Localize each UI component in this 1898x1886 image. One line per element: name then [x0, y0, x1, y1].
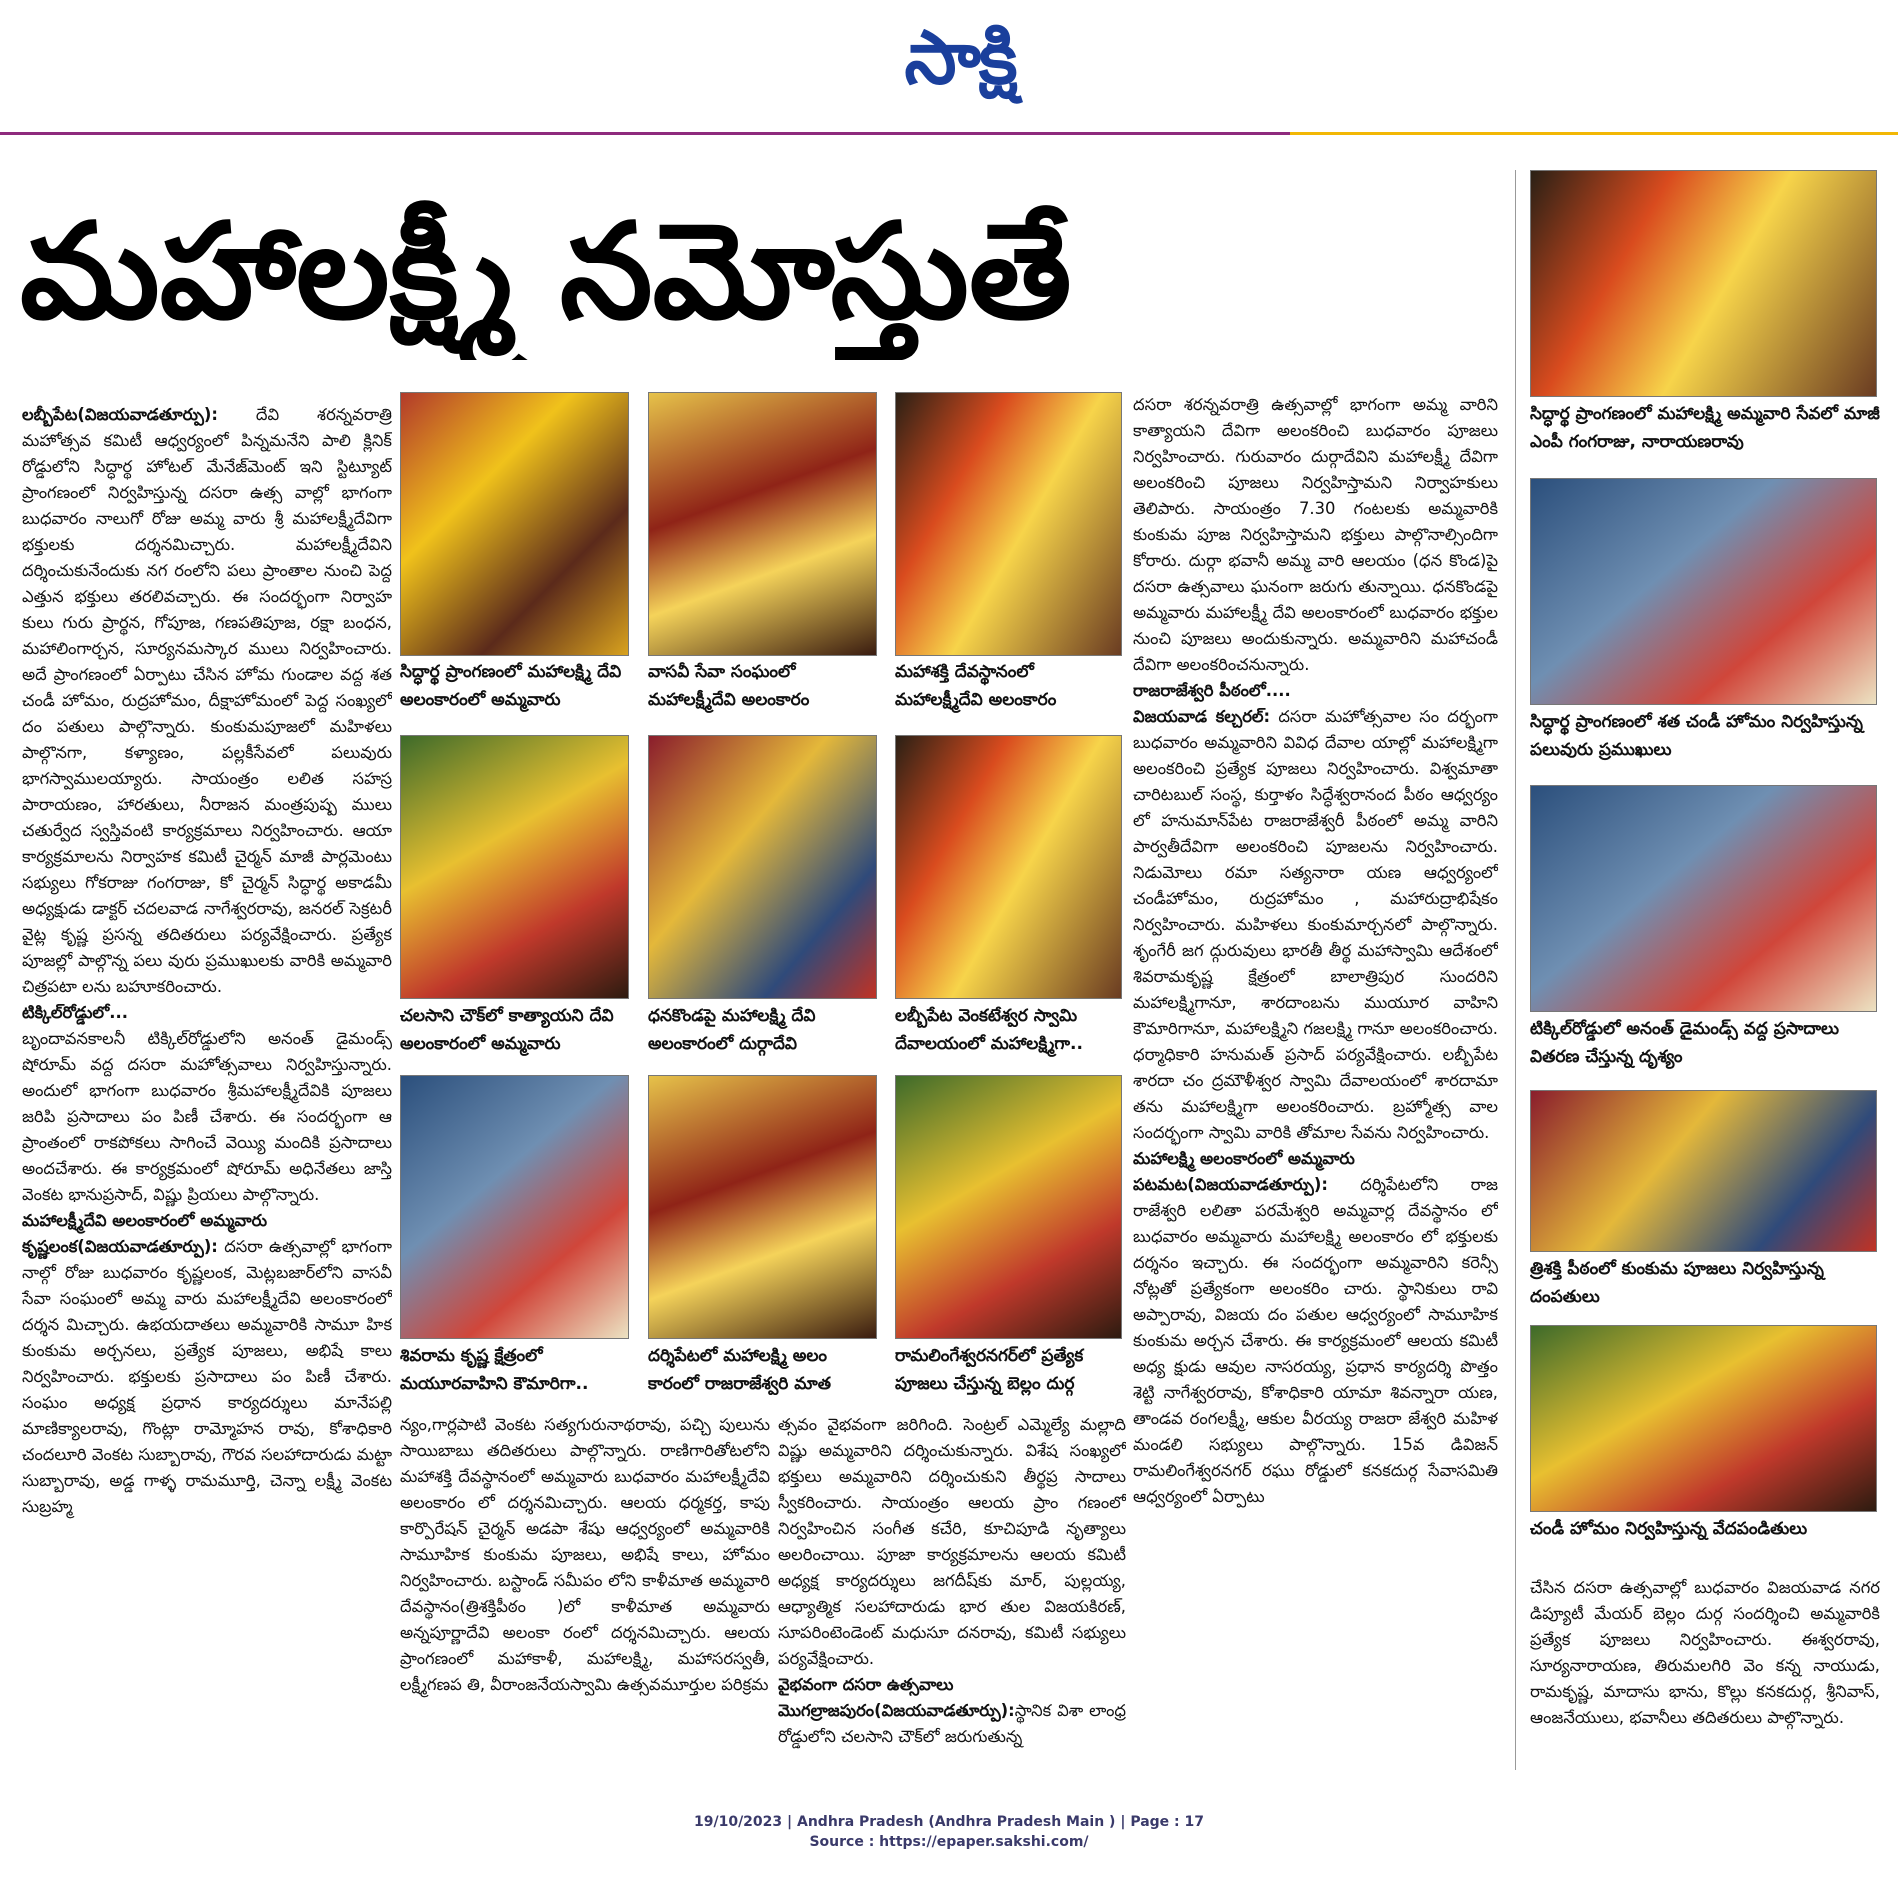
subheading: వైభవంగా దసరా ఉత్సవాలు: [778, 1675, 954, 1694]
photo-homam: [1530, 478, 1877, 705]
photo-caption: టిక్కిల్‌రోడ్డులో అనంత్ డైమండ్స్ వద్ద ప్రసాదాలు వితరణ చేస్తున్న దృశ్యం: [1530, 1019, 1839, 1067]
photo-caption: చండీ హోమం నిర్వహిస్తున్న వేదపండితులు: [1530, 1519, 1808, 1539]
sakshi-logo[interactable]: సాక్షి: [904, 15, 1016, 101]
photo-caption: సిద్ధార్థ ప్రాంగణంలో శత చండీ హోమం నిర్వహిస్తున్న పలువురు ప్రముఖులు: [1530, 712, 1863, 760]
dateline: విజయవాడ కల్చరల్:: [1133, 707, 1271, 726]
column-4: [1133, 392, 1498, 1767]
article-text: న్యం,గార్లపాటి వెంకట సత్యగురునాథరావు, పచ్చి పులును సాయిబాబు తదితరులు పాల్గొన్నారు. రాణిగారితోటలోని మహాశక్తి దేవస్థానంలో అమ్మవారు బుధవారం మహాలక్ష్మీదేవి అలంకారం లో దర్శనమిచ్చారు. ఆలయ ధర్మకర్త, కాపు కార్పొరేషన్ చైర్మన్ అడపా శేషు ఆధ్వర్యంలో అమ్మవారికి సామూహిక కుంకుమ పూజలు, అభిషే కాలు, హోమం నిర్వహించారు. బస్టాండ్ సమీపం లోని కాళీమాత అమ్మవారి దేవస్థానం(త్రిశక్తిపీఠం )లో కాళీమాత అమ్మవారు అన్నపూర్ణాదేవి అలంకా రంలో దర్శనమిచ్చారు. ఆలయ ప్రాంగణంలో మహాకాళీ, మహాలక్ష్మి, మహాసరస్వతీ, లక్ష్మీగణప తి, వీరాంజనేయస్వామి ఉత్సవమూర్తుల పరిక్రమ: [400, 1415, 770, 1694]
article-text: త్సవం వైభవంగా జరిగింది. సెంట్రల్ ఎమ్మెల్యే మల్లాది విష్ణు అమ్మవారిని దర్శించుకున్నారు. విశేష సంఖ్యలో భక్తులు అమ్మవారిని దర్శించుకుని తీర్థప్ర సాదాలు స్వీకరించారు. సాయంత్రం ఆలయ ప్రాం గణంలో నిర్వహించిన సంగీత కచేరి, కూచిపూడి నృత్యాలు అలరించాయి. పూజా కార్యక్రమాలను ఆలయ కమిటీ అధ్యక్ష కార్యదర్శులు జగదీష్‌కు మార్, పుల్లయ్య, ఆధ్యాత్మిక సలహాదారుడు భార తుల విజయకిరణ్, సూపరింటెండెంట్ మధుసూ దనరావు, కమిటీ సభ్యులు పర్యవేక్షించారు.: [778, 1415, 1126, 1668]
photo-goddess: [895, 735, 1122, 999]
photo-goddess: [895, 392, 1122, 656]
right-column-text: [1530, 1575, 1880, 1775]
photo-goddess: [648, 1075, 877, 1339]
photo-caption: సిద్ధార్థ ప్రాంగణంలో మహాలక్ష్మి అమ్మవారి సేవలో మాజీ ఎంపీ గంగరాజు, నారాయణరావు: [1530, 404, 1880, 452]
footer: [0, 1812, 1898, 1852]
column-1: [22, 402, 392, 1767]
photo-goddess: [400, 735, 629, 999]
photo-goddess: [400, 1075, 629, 1339]
photo-goddess: [400, 392, 629, 656]
photo-caption: సిద్ధార్థ ప్రాంగణంలో మహాలక్ష్మి దేవి అలంకారంలో అమ్మవారు: [400, 662, 622, 710]
subheading: టిక్కిల్‌రోడ్డులో...: [22, 1003, 128, 1022]
subheading: రాజరాజేశ్వరి పీఠంలో....: [1133, 681, 1291, 700]
dateline: కృష్ణలంక(విజయవాడతూర్పు):: [22, 1237, 218, 1256]
photo-goddess: [648, 735, 877, 999]
dateline: పటమట(విజయవాడతూర్పు):: [1133, 1175, 1328, 1194]
footer-date-page: 19/10/2023 | Andhra Pradesh (Andhra Pradesh Main ) | Page : 17: [693, 1814, 1204, 1830]
column-divider: [1515, 170, 1516, 1770]
column-2-continued: [400, 1412, 770, 1772]
photo-caption: చలసాని చౌక్‌లో కాత్యాయని దేవి అలంకారంలో అమ్మవారు: [400, 1006, 614, 1054]
photo-kumkuma-puja: [1530, 1090, 1877, 1252]
dateline: లబ్బీపేట(విజయవాడతూర్పు):: [22, 405, 218, 424]
article-text: స్థానిక విశా లాంధ్ర రోడ్డులోని చలసాని చౌక్‌లో జరుగుతున్న: [778, 1701, 1126, 1746]
photo-puja: [1530, 170, 1877, 397]
photo-prasadam: [1530, 785, 1877, 1012]
photo-caption: మహాశక్తి దేవస్థానంలో మహాలక్ష్మీదేవి అలంకారం: [895, 662, 1057, 710]
photo-caption: లబ్బీపేట వెంకటేశ్వర స్వామి దేవాలయంలో మహాలక్ష్మిగా..: [895, 1006, 1083, 1054]
photo-chandi-homam: [1530, 1325, 1877, 1512]
subheading: మహాలక్ష్మీదేవి అలంకారంలో అమ్మవారు: [22, 1211, 267, 1230]
article-text: బృందావనకాలనీ టిక్కిల్‌రోడ్డులోని అనంత్ డైమండ్స్ షోరూమ్ వద్ద దసరా మహోత్సవాలు నిర్వహిస్తున్నారు. అందులో భాగంగా బుధవారం శ్రీమహాలక్ష్మీదేవికి పూజలు జరిపి ప్రసాదాలు పం పిణీ చేశారు. ఈ సందర్భంగా ఆ ప్రాంతంలో రాకపోకలు సాగించే వెయ్యి మందికి ప్రసాదాలు అందచేశారు. ఈ కార్యక్రమంలో షోరూమ్ అధినేతలు జాస్తి వెంకట భానుప్రసాద్, విష్ణు ప్రియలు పాల్గొన్నారు.: [22, 1029, 392, 1204]
headline: మహాలక్ష్మీ నమోస్తుతే: [20, 195, 1072, 349]
article-text: చేసిన దసరా ఉత్సవాల్లో బుధవారం విజయవాడ నగర డిప్యూటీ మేయర్ బెల్లం దుర్గ సందర్శించి అమ్మవారికి ప్రత్యేక పూజలు నిర్వహించారు. ఈశ్వరరావు, సూర్యనారాయణ, తిరుమలగిరి వెం కన్న నాయుడు, రామకృష్ణ, మాదాసు భాను, కొల్లు కనకదుర్గ, శ్రీనివాస్, ఆంజనేయులు, భవానీలు తదితరులు పాల్గొన్నారు.: [1530, 1578, 1880, 1727]
header-rule-yellow: [1290, 132, 1898, 135]
dateline: మొగల్రాజపురం(విజయవాడతూర్పు):: [778, 1701, 1015, 1720]
column-3-continued: [778, 1412, 1126, 1772]
article-text: దసరా ఉత్సవాల్లో భాగంగా నాల్గో రోజు బుధవారం కృష్ణలంక, మెట్లబజార్‌లోని వాసవీ సేవా సంఘంలో అమ్మ వారు మహాలక్ష్మీదేవి అలంకారంలో దర్శన మిచ్చారు. ఉభయదాతలు అమ్మవారికి సామూ హిక కుంకుమ అర్చనలు, ప్రత్యేక పూజలు, అభిషే కాలు నిర్వహించారు. భక్తులకు ప్రసాదాలు పం పిణీ చేశారు. సంఘం అధ్యక్ష ప్రధాన కార్యదర్శులు మానేపల్లి మాణిక్యాలరావు, గొంట్లా రామ్మోహన రావు, కోశాధికారి చందలూరి వెంకట సుబ్బారావు, గౌరవ సలహాదారుడు మట్టా సుబ్బారావు, అడ్డ గాళ్ళ రామమూర్తి, చెన్నా లక్ష్మీ వెంకట సుబ్రహ్మ: [22, 1237, 392, 1516]
photo-goddess: [895, 1075, 1122, 1339]
photo-caption: త్రిశక్తి పీఠంలో కుంకుమ పూజలు నిర్వహిస్తున్న దంపతులు: [1530, 1259, 1824, 1307]
header-rule-purple: [0, 132, 1290, 135]
photo-caption: శివరామ కృష్ణ క్షేత్రంలో మయూరవాహిని కౌమారిగా..: [400, 1346, 589, 1394]
article-text: దసరా శరన్నవరాత్రి ఉత్సవాల్లో భాగంగా అమ్మ వారిని కాత్యాయని దేవిగా అలంకరించి బుధవారం పూజలు నిర్వహించారు. గురువారం దుర్గాదేవిని మహాలక్ష్మీ దేవిగా అలంకరించి పూజలు నిర్వహిస్తామని నిర్వాహకులు తెలిపారు. సాయంత్రం 7.30 గంటలకు అమ్మవారికి కుంకుమ పూజ నిర్వహిస్తామని భక్తులు పాల్గొనాల్సిందిగా కోరారు. దుర్గా భవానీ అమ్మ వారి ఆలయం (ధన కొండ)పై దసరా ఉత్సవాలు ఘనంగా జరుగు తున్నాయి. ధనకొండపై అమ్మవారు మహాలక్ష్మీ దేవి అలంకారంలో బుధవారం భక్తుల నుంచి పూజలు అందుకున్నారు. అమ్మవారిని మహాచండీ దేవిగా అలంకరించనున్నారు.: [1133, 395, 1498, 674]
photo-caption: ధనకొండపై మహాలక్ష్మి దేవి అలంకారంలో దుర్గాదేవి: [648, 1006, 816, 1054]
article-text: దసరా మహోత్సవాల సం దర్భంగా బుధవారం అమ్మవారిని వివిధ దేవాల యాల్లో మహాలక్ష్మిగా అలంకరించి ప్రత్యేక పూజలు నిర్వహించారు. విశ్వమాతా చారిటబుల్ సంస్థ, కుర్తాళం సిద్ధేశ్వరానంద పీఠం ఆధ్వర్యం లో హనుమాన్‌పేట రాజరాజేశ్వరీ పీఠంలో అమ్మ వారిని పార్వతీదేవిగా అలంకరించి పూజలను నిర్వహించారు. నిడుమోలు రమా సత్యనారా యణ ఆధ్వర్యంలో చండీహోమం, రుద్రహోమం , మహారుద్రాభిషేకం నిర్వహించారు. మహిళలు కుంకుమార్చనలో పాల్గొన్నారు. శృంగేరీ జగ ద్గురువులు భారతీ తీర్థ మహాస్వామి ఆదేశంలో శివరామకృష్ణ క్షేత్రంలో బాలాత్రిపుర సుందరిని మహాలక్ష్మిగానూ, శారదాంబను ముయూర వాహిని కౌమారిగానూ, మహాలక్ష్మిని గజలక్ష్మి గానూ అలంకరించారు. ధర్మాధికారి హనుమత్ ప్రసాద్ పర్యవేక్షించారు. లబ్బీపేట శారదా చం ద్రమౌళీశ్వర స్వామి దేవాలయంలో శారదామా తను మహాలక్ష్మిగా అలంకరించారు. బ్రహ్మోత్స వాల సందర్భంగా స్వామి వారికి తోమాల సేవను నిర్వహించారు.: [1133, 707, 1498, 1142]
photo-caption: దర్శిపేటలో మహాలక్ష్మి అలం కారంలో రాజరాజేశ్వరి మాత: [648, 1346, 831, 1394]
footer-source-link[interactable]: Source : https://epaper.sakshi.com/: [809, 1834, 1089, 1850]
article-text: దేవి శరన్నవరాత్రి మహోత్సవ కమిటీ ఆధ్వర్యంలో పిన్నమనేని పాలి క్లినిక్ రోడ్డులోని సిద్ధార్థ హోటల్ మేనేజ్‌మెంట్ ఇని స్టిట్యూట్ ప్రాంగణంలో నిర్వహిస్తున్న దసరా ఉత్స వాల్లో భాగంగా బుధవారం నాలుగో రోజు అమ్మ వారు శ్రీ మహాలక్ష్మీదేవిగా భక్తులకు దర్శనమిచ్చారు. మహాలక్ష్మీదేవిని దర్శించుకునేందుకు నగ రంలోని పలు ప్రాంతాల నుంచి పెద్ద ఎత్తున భక్తులు తరలివచ్చారు. ఈ సందర్భంగా నిర్వాహ కులు గురు ప్రార్థన, గోపూజ, గణపతిపూజ, రక్షా బంధన, మహాలింగార్చన, సూర్యనమస్కార ములు నిర్వహించారు. అదే ప్రాంగణంలో ఏర్పాటు చేసిన హోమ గుండాల వద్ద శత చండీ హోమం, రుద్రహోమం, దీక్షాహోమంలో పెద్ద సంఖ్యలో దం పతులు పాల్గొన్నారు. కుంకుమపూజలో మహిళలు పాల్గొనగా, కళ్యాణం, పల్లకీసేవలో పలువురు భాగస్వాములయ్యారు. సాయంత్రం లలిత సహస్ర పారాయణం, హారతులు, నీరాజన మంత్రపుష్ప ములు చతుర్వేద స్వస్తివంటి కార్యక్రమాలు నిర్వహించారు. ఆయా కార్యక్రమాలను నిర్వాహక కమిటీ చైర్మన్ మాజీ పార్లమెంటు సభ్యులు గోకరాజు గంగరాజు, కో చైర్మన్ సిద్ధార్థ అకాడమీ అధ్యక్షుడు డాక్టర్ చదలవాడ నాగేశ్వరరావు, జనరల్ సెక్రటరీ వైట్ల కృష్ణ ప్రసన్న తదితరులు పర్యవేక్షించారు. ప్రత్యేక పూజల్లో పాల్గొన్న పలు వురు ప్రముఖులకు వారికి అమ్మవారి చిత్రపటా లను బహూకరించారు.: [22, 405, 392, 996]
article-text: దర్శిపేటలోని రాజ రాజేశ్వరి లలితా పరమేశ్వరి అమ్మవార్ల దేవస్థానం లో బుధవారం అమ్మవారు మహాలక్ష్మి అలంకారం లో భక్తులకు దర్శనం ఇచ్చారు. ఈ సందర్భంగా అమ్మవారిని కరెన్సీ నోట్లతో ప్రత్యేకంగా అలంకరిం చారు. స్థానికులు రావి అప్పారావు, విజయ దం పతుల ఆధ్వర్యంలో సామూహిక కుంకుమ అర్చన చేశారు. ఈ కార్యక్రమంలో ఆలయ కమిటీ అధ్య క్షుడు ఆవుల నాసరయ్య, ప్రధాన కార్యదర్శి పొత్తం శెట్టి నాగేశ్వరరావు, కోశాధికారి యామా శివన్నారా యణ, తాండవ రంగలక్ష్మీ, ఆకుల వీరయ్య రాజరా జేశ్వరి మహిళ మండలి సభ్యులు పాల్గొన్నారు. 15వ డివిజన్ రామలింగేశ్వరనగర్ రఘు రోడ్డులో కనకదుర్గ సేవాసమితి ఆధ్వర్యంలో ఏర్పాటు: [1133, 1175, 1498, 1506]
photo-caption: రామలింగేశ్వరనగర్‌లో ప్రత్యేక పూజలు చేస్తున్న బెల్లం దుర్గ: [895, 1346, 1084, 1394]
photo-goddess: [648, 392, 877, 656]
photo-caption: వాసవీ సేవా సంఘంలో మహాలక్ష్మీదేవి అలంకారం: [648, 662, 810, 710]
masthead: [0, 0, 1898, 130]
subheading: మహాలక్ష్మి అలంకారంలో అమ్మవారు: [1133, 1149, 1355, 1168]
